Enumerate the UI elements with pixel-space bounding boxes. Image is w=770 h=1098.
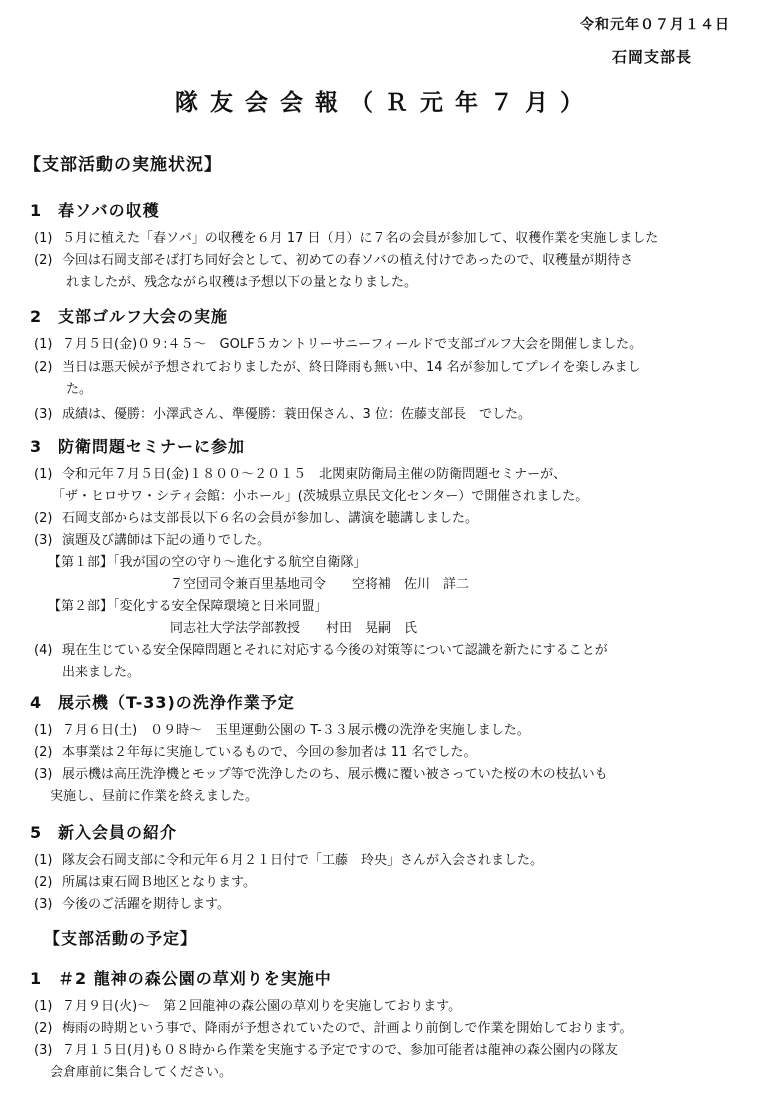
item-text: 梅雨の時期という事で、降雨が予想されていたので、計画より前倒しで作業を開始しております。 — [62, 1021, 633, 1036]
section-3-item-4 — [34, 640, 750, 684]
section-number: 1 — [30, 201, 43, 220]
item-text: ５月に植えた「春ソバ」の収穫を６月 17 日（月）に７名の会員が参加して、収穫作業を実施しました — [62, 231, 659, 246]
plan-1-item-2 — [34, 1018, 750, 1040]
section-title: 支部ゴルフ大会の実施 — [58, 307, 229, 326]
plan-1-heading — [30, 966, 332, 989]
item-text: ７月９日(火)～ 第２回龍神の森公園の草刈りを実施しております。 — [62, 999, 462, 1014]
item-text: 隊友会石岡支部に令和元年６月２１日付で「工藤 玲央」さんが入会されました。 — [62, 853, 544, 868]
item-number: (2) — [34, 875, 53, 890]
item-number: (3) — [34, 767, 53, 782]
section-1-item-1 — [34, 228, 750, 250]
item-number: (1) — [34, 337, 53, 352]
item-number: (2) — [34, 745, 53, 760]
section-3-item-2 — [34, 508, 750, 530]
section-title: 春ソバの収穫 — [58, 201, 160, 220]
item-number: (2) — [34, 253, 53, 268]
section-title: 新入会員の紹介 — [58, 823, 178, 842]
section-title: ＃2 龍神の森公園の草刈りを実施中 — [58, 969, 332, 988]
item-text-continued: 「ザ・ヒロサワ・シティ会館：小ホール」(茨城県立県民文化センター）で開催されました。 — [52, 489, 589, 504]
item-text: 展示機は高圧洗浄機とモップ等で洗浄したのち、展示機に覆い被さっていた桜の木の枝払いも — [62, 767, 608, 782]
section-number: 3 — [30, 437, 43, 456]
item-number: (2) — [34, 511, 53, 526]
item-number: (1) — [34, 999, 53, 1014]
section-number: 5 — [30, 823, 43, 842]
section-2-item-1 — [34, 334, 750, 356]
item-number: (1) — [34, 723, 53, 738]
item-text: ７月５日(金)０９:４５～ GOLF５カントリーサニーフィールドで支部ゴルフ大会を開催しました。 — [62, 337, 643, 352]
item-text-continued: 出来ました。 — [62, 665, 141, 680]
item-number: (1) — [34, 853, 53, 868]
plan-1-item-3 — [34, 1040, 750, 1084]
lecture-1-label: 【第１部】「我が国の空の守り～進化する航空自衛隊」 — [48, 555, 367, 570]
section-3-item-1 — [34, 464, 750, 508]
lecture-1-speaker: ７空団司令兼百里基地司令 空将補 佐川 詳二 — [170, 577, 470, 592]
item-number: (3) — [34, 1043, 53, 1058]
item-number: (1) — [34, 467, 53, 482]
section-3-heading — [30, 434, 245, 457]
section-4-item-2 — [34, 742, 750, 764]
item-number: (4) — [34, 643, 53, 658]
section-5-item-1 — [34, 850, 750, 872]
section-1-heading — [30, 198, 160, 221]
plan-1-item-1 — [34, 996, 750, 1018]
lecture-2-speaker: 同志社大学法学部教授 村田 晃嗣 氏 — [170, 621, 418, 636]
item-text-continued: れましたが、残念ながら収穫は予想以下の量となりました。 — [66, 275, 418, 290]
item-text: 所属は東石岡Ｂ地区となります。 — [62, 875, 256, 890]
item-number: (2) — [34, 1021, 53, 1036]
section-4-heading — [30, 690, 295, 713]
section-5-item-2 — [34, 872, 750, 894]
item-text: 石岡支部からは支部長以下６名の会員が参加し、講演を聴講しました。 — [62, 511, 479, 526]
item-number: (3) — [34, 897, 53, 912]
item-text-continued: 実施し、昼前に作業を終えました。 — [50, 789, 259, 804]
section-5-item-3 — [34, 894, 750, 916]
item-text: ７月１５日(月)も０８時から作業を実施する予定ですので、参加可能者は龍神の森公園内の隊友 — [62, 1043, 618, 1058]
lecture-2-label: 【第２部】「変化する安全保障環境と日米同盟」 — [48, 599, 328, 614]
section-4-item-3 — [34, 764, 750, 808]
item-text: ７月６日(土) ０９時～ 玉里運動公園の T-３３展示機の洗浄を実施しました。 — [62, 723, 530, 738]
section-number: 2 — [30, 307, 43, 326]
item-text: 当日は悪天候が予想されておりましたが、終日降雨も無い中、14 名が参加してプレイを楽しみまし — [62, 360, 641, 375]
item-text: 本事業は２年毎に実施しているもので、今回の参加者は 11 名でした。 — [62, 745, 477, 760]
item-text: 今後のご活躍を期待します。 — [62, 897, 230, 912]
section-title: 展示機（T-33)の洗浄作業予定 — [58, 693, 295, 712]
plans-header: 【支部活動の予定】 — [44, 929, 198, 948]
item-text: 令和元年７月５日(金)１８００～２０１５ 北関東防衛局主催の防衛問題セミナーが、 — [62, 467, 567, 482]
item-number: (3) — [34, 407, 53, 422]
item-text-continued: た。 — [66, 382, 93, 397]
item-text: 成績は、優勝：小澤武さん、準優勝：蓑田保さん、3 位：佐藤支部長 でした。 — [62, 407, 531, 422]
item-text: 演題及び講師は下記の通りでした。 — [62, 533, 271, 548]
item-number: (2) — [34, 360, 53, 375]
section-title: 防衛問題セミナーに参加 — [58, 437, 246, 456]
section-2-heading — [30, 304, 228, 327]
activities-header: 【支部活動の実施状況】 — [24, 155, 222, 175]
section-2-item-2 — [34, 357, 750, 401]
item-text-continued: 会倉庫前に集合してください。 — [50, 1065, 233, 1080]
item-text: 現在生じている安全保障問題とそれに対応する今後の対策等について認識を新たにすることが — [62, 643, 608, 658]
section-2-item-3 — [34, 404, 750, 426]
section-3-item-3 — [34, 530, 750, 552]
section-5-heading — [30, 820, 177, 843]
section-number: 1 — [30, 969, 43, 988]
item-text: 今回は石岡支部そば打ち同好会として、初めての春ソバの植え付けであったので、収穫量が期待さ — [62, 253, 634, 268]
author: 石岡支部長 — [611, 48, 692, 66]
page-title: 隊友会会報（Ｒ元年７月） — [175, 90, 595, 116]
issue-date: 令和元年０７月１４日 — [580, 17, 730, 33]
section-number: 4 — [30, 693, 43, 712]
item-number: (1) — [34, 231, 53, 246]
section-4-item-1 — [34, 720, 750, 742]
item-number: (3) — [34, 533, 53, 548]
section-1-item-2 — [34, 250, 750, 294]
